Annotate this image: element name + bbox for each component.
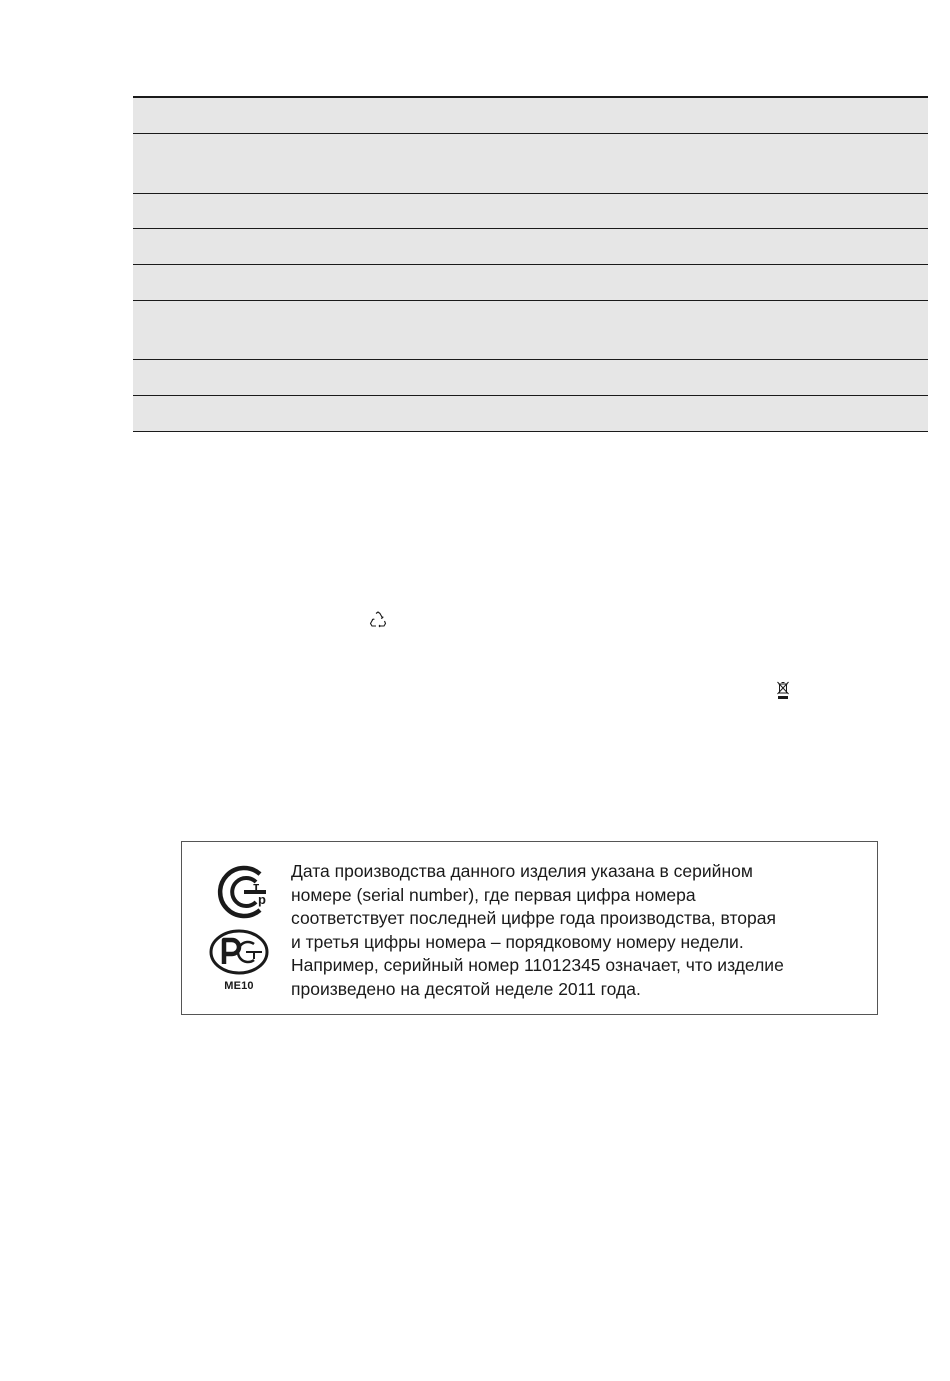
certification-notice <box>181 841 878 1015</box>
certification-code: ME10 <box>224 980 254 992</box>
note-line: Например, серийный номер 11012345 означает, что изделие <box>291 955 784 976</box>
recycle-icon <box>368 610 388 630</box>
note-line: Дата производства данного изделия указана в серийном <box>291 861 753 881</box>
table-row <box>133 360 928 396</box>
spec-table <box>133 96 928 432</box>
EAC-TR-icon <box>208 864 270 920</box>
svg-text:р: р <box>258 892 266 907</box>
note-line: соответствует последней цифре года производства, вторая <box>291 908 776 929</box>
certification-logos <box>208 864 274 1004</box>
table-row <box>133 396 928 431</box>
table-row <box>133 229 928 265</box>
table-row <box>133 301 928 360</box>
note-line: номере (serial number), где первая цифра номера <box>291 884 696 905</box>
table-row <box>133 134 928 194</box>
table-row <box>133 98 928 134</box>
table-row <box>133 265 928 301</box>
note-line: произведено на десятой неделе 2011 года. <box>291 978 641 999</box>
note-line: и третья цифры номера – порядковому номеру недели. <box>291 931 744 952</box>
production-date-note <box>291 860 871 1002</box>
crossed-out-wheelie-bin-icon <box>776 680 790 700</box>
table-row <box>133 194 928 229</box>
PCT-gost-icon <box>208 928 270 976</box>
svg-text:т: т <box>253 879 260 894</box>
